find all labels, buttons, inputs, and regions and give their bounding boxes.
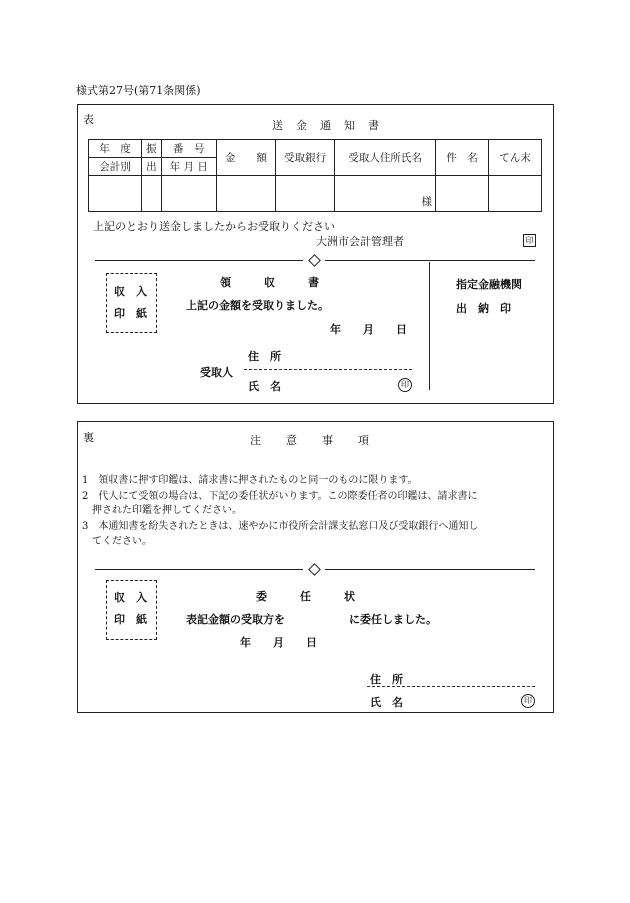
header-fiscal-year: 年 度 [89, 140, 142, 158]
revenue-stamp-label-2: 印 紙 [114, 307, 147, 320]
back-separator-left [95, 569, 303, 570]
notice-item-3-cont: てください。 [82, 536, 152, 547]
notice-item-1: 1 領収書に押す印鑑は、請求書に押されたものと同一のものに限ります。 [82, 475, 418, 486]
cell-number [161, 176, 216, 212]
proxy-stamp-label-2: 印 紙 [114, 613, 147, 626]
sama-label: 様 [421, 196, 432, 208]
proxy-title: 委 任 状 [256, 590, 355, 603]
proxy-stamp-label-1: 収 入 [114, 591, 147, 604]
form-number: 様式第27号(第71条関係) [76, 84, 201, 97]
proxy-signature-line [367, 686, 535, 687]
notice-item-2: 2 代人にて受領の場合は、下記の委任状がいります。この際委任者の印鑑は、請求書に [82, 491, 478, 502]
remittance-table [88, 139, 542, 212]
bank-stamp-label: 出 納 印 [456, 302, 511, 315]
header-outcome: てん末 [488, 140, 541, 176]
notice-item-2-cont: 押された印鑑を押してください。 [82, 505, 242, 516]
receipt-text: 上記の金額を受取りました。 [186, 299, 329, 312]
bank-label: 指定金融機関 [456, 278, 522, 291]
receipt-signature-line [244, 369, 412, 370]
proxy-text-b: に委任しました。 [349, 613, 437, 626]
cell-fiscal-year [89, 176, 142, 212]
header-date: 年 月 日 [161, 158, 216, 176]
proxy-date: 年 月 日 [240, 636, 317, 649]
header-subject: 件 名 [436, 140, 489, 176]
revenue-stamp-box [106, 273, 157, 333]
bank-divider [429, 262, 430, 390]
official-title: 大洲市会計管理者 [316, 235, 404, 248]
front-separator-left [95, 260, 303, 261]
receipt-title: 領 収 書 [220, 276, 319, 289]
header-amount: 金 額 [216, 140, 275, 176]
header-recipient: 受取人住所氏名 [335, 140, 436, 176]
receipt-name-label: 氏 名 [248, 380, 281, 393]
cell-amount [216, 176, 275, 212]
back-title: 注 意 事 項 [250, 434, 370, 447]
recipient-seal-icon: 印 [398, 378, 412, 392]
cell-bank [276, 176, 335, 212]
header-bank: 受取銀行 [276, 140, 335, 176]
header-account-type: 会計別 [89, 158, 142, 176]
notice-text: 上記のとおり送金しましたからお受取りください [93, 220, 335, 233]
proxy-address-label: 住 所 [370, 673, 403, 686]
back-side-label: 裏 [83, 431, 94, 444]
front-title: 送 金 通 知 書 [272, 119, 380, 132]
cell-furi [141, 176, 161, 212]
back-separator-right [325, 569, 535, 570]
receipt-address-label: 住 所 [248, 350, 281, 363]
front-separator-right [325, 260, 535, 261]
receipt-recipient-label: 受取人 [200, 366, 233, 379]
proxy-seal-icon: 印 [521, 694, 535, 708]
proxy-text-a: 表記金額の受取方を [186, 613, 285, 626]
header-shutsu: 出 [141, 158, 161, 176]
notice-item-3: 3 本通知書を紛失されたときは、速やかに市役所会計課支払窓口及び受取銀行へ通知し [82, 521, 479, 532]
revenue-stamp-label-1: 収 入 [114, 285, 147, 298]
header-number: 番 号 [161, 140, 216, 158]
cell-outcome [488, 176, 541, 212]
header-furi: 振 [141, 140, 161, 158]
cell-recipient [335, 176, 436, 212]
front-side-label: 表 [83, 113, 94, 126]
official-seal-icon: 印 [523, 234, 536, 247]
proxy-name-label: 氏 名 [370, 696, 403, 709]
receipt-date: 年 月 日 [330, 323, 407, 336]
cell-subject [436, 176, 489, 212]
